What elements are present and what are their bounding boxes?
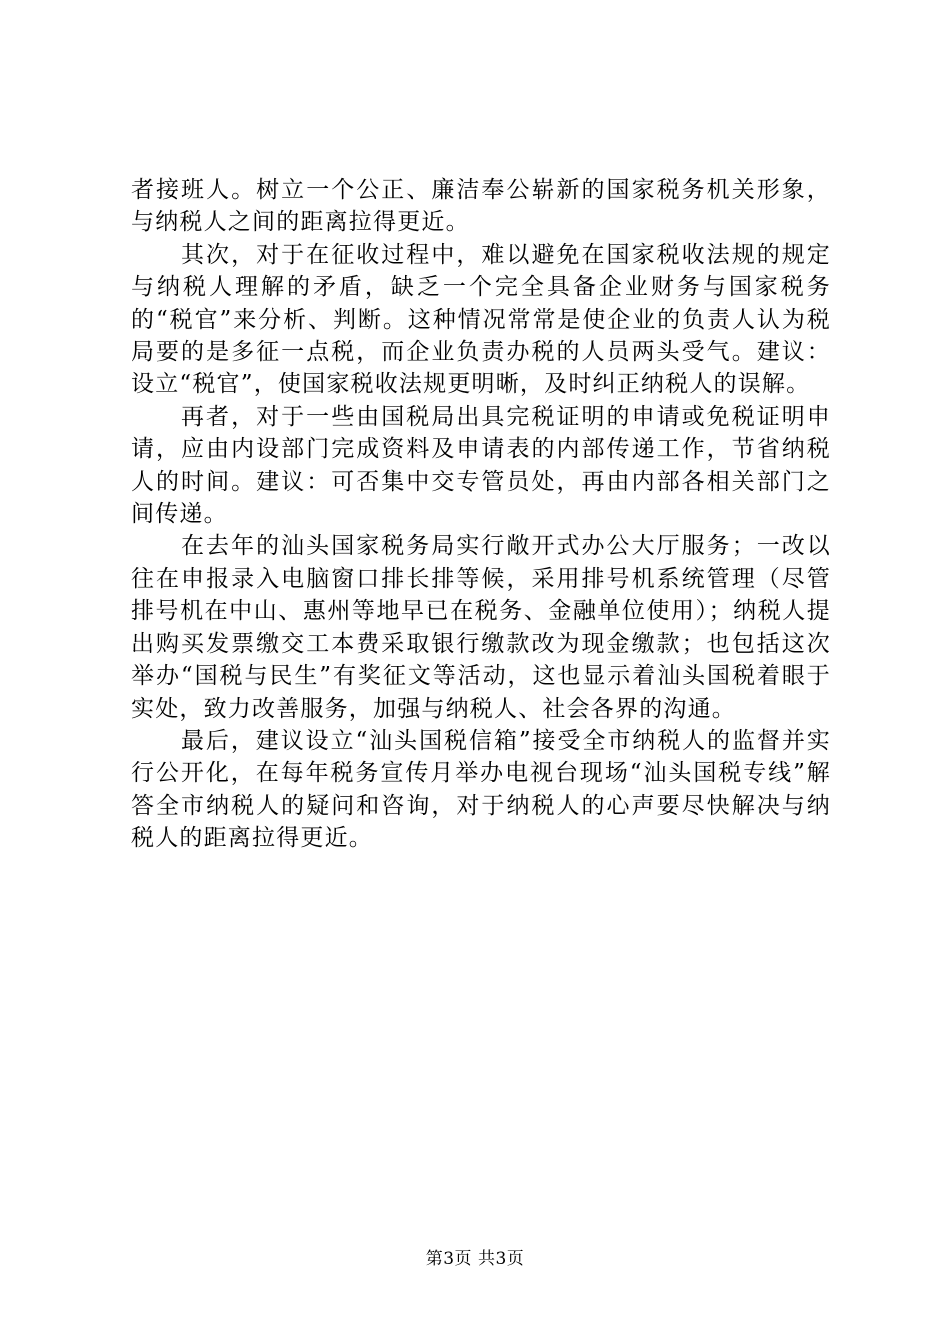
- paragraph-open-office-service: 在去年的汕头国家税务局实行敞开式办公大厅服务；一改以往在申报录入电脑窗口排长排等候，采用排号机系统管理（尽管排号机在中山、惠州等地早已在税务、金融单位使用）；纳税人提出购买发票缴交工本费采取银行缴款改为现金缴款；也包括这次举办“国税与民生”有奖征文等活动，这也显示着汕头国税着眼于实处，致力改善服务，加强与纳税人、社会各界的沟通。: [131, 533, 831, 722]
- page-number-footer: 第3页 共3页: [425, 1249, 525, 1269]
- paragraph-suggestion-mailbox: 最后，建议设立“汕头国税信箱”接受全市纳税人的监督并实行公开化，在每年税务宣传月举办电视台现场“汕头国税专线”解答全市纳税人的疑问和咨询，对于纳税人的心声要尽快解决与纳税人的距离拉得更近。: [131, 727, 831, 852]
- document-body: [131, 174, 831, 855]
- paragraph-tax-officer: 其次，对于在征收过程中，难以避免在国家税收法规的规定与纳税人理解的矛盾，缺乏一个完全具备企业财务与国家税务的“税官”来分析、判断。这种情况常常是使企业的负责人认为税局要的是多征一点税，而企业负责办税的人员两头受气。建议：设立“税官”，使国家税收法规更明晰，及时纠正纳税人的误解。: [131, 241, 831, 398]
- paragraph-certificate-application: 再者，对于一些由国税局出具完税证明的申请或免税证明申请，应由内设部门完成资料及申请表的内部传递工作，节省纳税人的时间。建议：可否集中交专管员处，再由内部各相关部门之间传递。: [131, 403, 831, 528]
- paragraph-continuation: 者接班人。树立一个公正、廉洁奉公崭新的国家税务机关形象，与纳税人之间的距离拉得更近。: [131, 177, 831, 236]
